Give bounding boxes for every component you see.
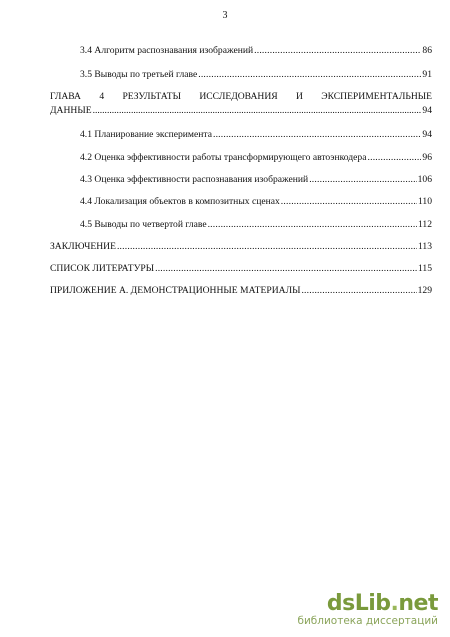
toc-entry-title: 4.2 Оценка эффективности работы трансформирующего автоэнкодера [80,152,367,163]
leader-dots [254,44,421,58]
toc-entry-4-2 [50,151,432,165]
leader-dots [368,151,422,165]
toc-entry-4-5 [50,218,432,232]
toc-entry-title: 3.4 Алгоритм распознавания изображений [80,45,254,56]
toc-entry-page: 94 [422,129,432,140]
leader-dots [198,68,421,82]
toc-entry-title: ДАННЫЕ [50,105,92,116]
toc-entry-page: 129 [417,285,432,296]
toc-entry-title: 3.5 Выводы по третьей главе [80,69,198,80]
toc-entry-title: 4.4 Локализация объектов в композитных сценах [80,196,280,207]
toc-entry-4-1 [50,128,432,142]
toc-entry-4-4 [50,195,432,209]
heading-word: И [295,91,303,102]
toc-entry-page: 110 [417,196,432,207]
toc-entry-page: 91 [422,69,432,80]
dslib-watermark [297,593,438,627]
toc-entry-references [50,262,432,276]
leader-dots [213,128,421,142]
toc-entry-title: 4.1 Планирование эксперимента [80,129,212,140]
heading-word: ГЛАВА [50,91,81,102]
toc-entry-page: 96 [422,152,432,163]
toc-entry-page: 113 [417,241,432,252]
toc-entry-title: ПРИЛОЖЕНИЕ А. ДЕМОНСТРАЦИОННЫЕ МАТЕРИАЛЫ [50,285,301,296]
toc-entry-3-4 [50,44,432,58]
toc-entry-4-3 [50,173,432,187]
leader-dots [309,173,416,187]
toc-entry-chapter-4 [50,90,432,118]
leader-dots [155,262,417,276]
dslib-logo: dsLib.net [326,591,438,616]
heading-word: РЕЗУЛЬТАТЫ [122,91,182,102]
toc-entry-page: 94 [422,105,432,116]
toc-entry-conclusion [50,240,432,254]
heading-word: 4 [99,91,105,102]
page-number: 3 [222,10,228,21]
leader-dots [281,195,417,209]
toc-entry-page: 112 [417,219,432,230]
heading-word: ИССЛЕДОВАНИЯ [199,91,278,102]
toc-entry-title: 4.3 Оценка эффективности распознавания изображений [80,174,309,185]
dslib-subtitle: библиотека диссертаций [297,615,438,627]
toc-entry-title: СПИСОК ЛИТЕРАТУРЫ [50,263,155,274]
toc-entry-page: 115 [417,263,432,274]
toc-entry-3-5 [50,68,432,82]
leader-dots [117,240,417,254]
heading-word: ЭКСПЕРИМЕНТАЛЬНЫЕ [321,91,432,102]
leader-dots [301,284,416,298]
toc-entry-appendix-a [50,284,432,298]
toc-entry-page: 106 [417,174,432,185]
chapter-4-heading-line [50,90,432,104]
toc-entry-page: 86 [422,45,432,56]
chapter-4-heading-continuation [50,104,432,118]
leader-dots [208,218,417,232]
toc-entry-title: ЗАКЛЮЧЕНИЕ [50,241,116,252]
leader-dots [93,104,422,118]
toc-entry-title: 4.5 Выводы по четвертой главе [80,219,207,230]
